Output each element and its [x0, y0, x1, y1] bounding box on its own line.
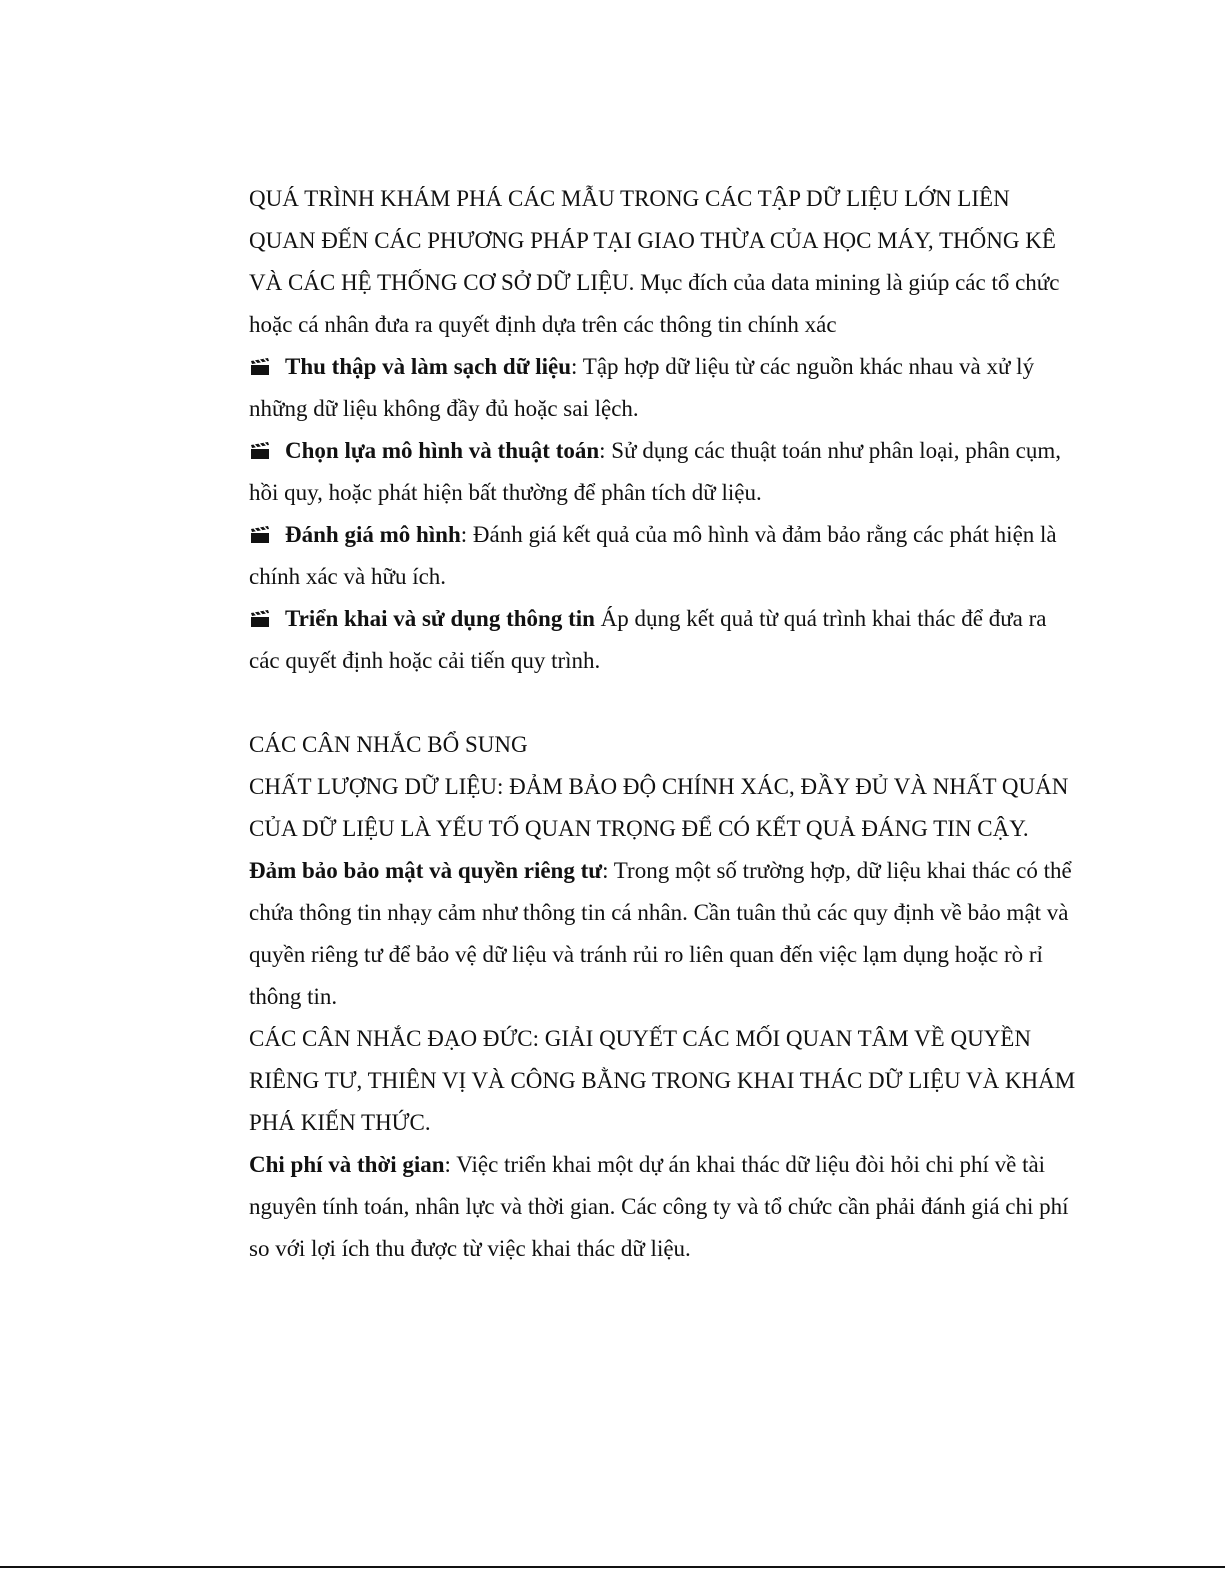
bullet-title: Đánh giá mô hình — [285, 522, 461, 547]
bullet-title: Chọn lựa mô hình và thuật toán — [285, 438, 600, 463]
bullet-item-model — [249, 430, 1079, 514]
intro-rest-text: Mục đích của data mining là giúp các tổ chức hoặc cá nhân đưa ra quyết định dựa trên các thông tin chính xác — [249, 270, 1060, 337]
bullet-text: : Tập hợp dữ liệu từ các nguồn khác nhau và xử lý những dữ liệu không đầy đủ hoặc sai lệch. — [249, 354, 1035, 421]
bullet-title: Triển khai và sử dụng thông tin — [285, 606, 595, 631]
bullet-text: : Đánh giá kết quả của mô hình và đảm bảo rằng các phát hiện là chính xác và hữu ích. — [249, 522, 1057, 589]
data-quality-paragraph: CHẤT LƯỢNG DỮ LIỆU: ĐẢM BẢO ĐỘ CHÍNH XÁC, ĐẦY ĐỦ VÀ NHẤT QUÁN CỦA DỮ LIỆU LÀ YẾU TỐ QUAN TRỌNG ĐỂ CÓ KẾT QUẢ ĐÁNG TIN CẬY. — [249, 774, 1069, 841]
bullet-item-evaluate — [249, 514, 1079, 598]
document-body — [249, 178, 1079, 1270]
privacy-title: Đảm bảo bảo mật và quyền riêng tư — [249, 858, 603, 883]
clapperboard-icon — [249, 516, 271, 534]
page-bottom-rule — [0, 1566, 1225, 1568]
bullet-item-deploy — [249, 598, 1079, 682]
cost-paragraph — [249, 1144, 1079, 1270]
cost-text: : Việc triển khai một dự án khai thác dữ liệu đòi hỏi chi phí về tài nguyên tính toán, nhân lực và thời gian. Các công ty và tổ chức cần phải đánh giá chi phí so với lợi ích thu được từ việc khai thác dữ liệu. — [249, 1152, 1069, 1261]
cost-title: Chi phí và thời gian — [249, 1152, 445, 1177]
clapperboard-icon — [249, 600, 271, 618]
privacy-text: : Trong một số trường hợp, dữ liệu khai thác có thể chứa thông tin nhạy cảm như thông tin cá nhân. Cần tuân thủ các quy định về bảo mật và quyền riêng tư để bảo vệ dữ liệu và tránh rủi ro liên quan đến việc lạm dụng hoặc rò rỉ thông tin. — [249, 858, 1072, 1009]
intro-caps-text: QUÁ TRÌNH KHÁM PHÁ CÁC MẪU TRONG CÁC TẬP DỮ LIỆU LỚN LIÊN QUAN ĐẾN CÁC PHƯƠNG PHÁP TẠI GIAO THỪA CỦA HỌC MÁY, THỐNG KÊ VÀ CÁC HỆ THỐNG CƠ SỞ DỮ LIỆU. — [249, 186, 1056, 295]
clapperboard-icon — [249, 432, 271, 450]
intro-paragraph — [249, 178, 1079, 346]
bullet-text: Áp dụng kết quả từ quá trình khai thác để đưa ra các quyết định hoặc cải tiến quy trình. — [249, 606, 1047, 673]
bullet-title: Thu thập và làm sạch dữ liệu — [285, 354, 572, 379]
paragraph-gap — [249, 682, 1079, 724]
clapperboard-icon — [249, 348, 271, 366]
bullet-item-collect — [249, 346, 1079, 430]
ethics-paragraph: CÁC CÂN NHẮC ĐẠO ĐỨC: GIẢI QUYẾT CÁC MỐI QUAN TÂM VỀ QUYỀN RIÊNG TƯ, THIÊN VỊ VÀ CÔNG BẰNG TRONG KHAI THÁC DỮ LIỆU VÀ KHÁM PHÁ KIẾN THỨC. — [249, 1026, 1076, 1135]
privacy-paragraph — [249, 850, 1079, 1018]
section-heading: CÁC CÂN NHẮC BỔ SUNG — [249, 732, 528, 757]
bullet-text: : Sử dụng các thuật toán như phân loại, phân cụm, hồi quy, hoặc phát hiện bất thường để phân tích dữ liệu. — [249, 438, 1062, 505]
